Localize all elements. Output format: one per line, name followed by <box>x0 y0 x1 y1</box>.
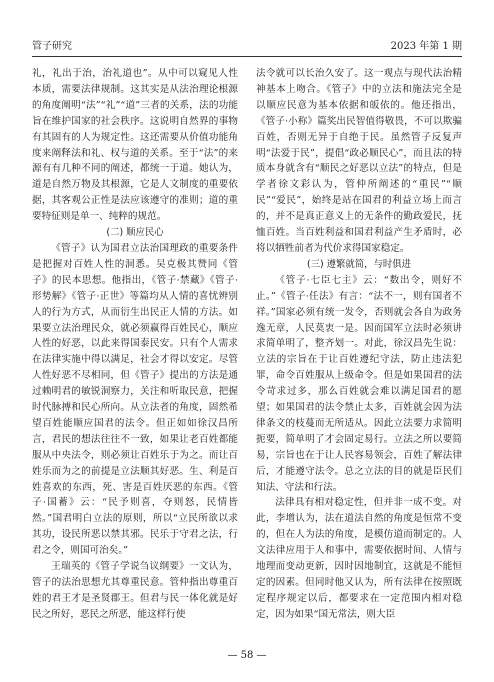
body-paragraph: 法令就可以长治久安了。这一观点与现代法治精神基本上吻合。《管子》中的立法和施法完全是以顺应民意为基本依据和皈依的。他还指出，《管子·小称》篇奖出民智值得敬畏，不可以欺骗百姓，否则无异于自绝于民。虽然管子反复声明“法爱于民”，提倡“政必顺民心”，而且法的特质本身就含有“顺民之好恶以立法”的特点，但是学者徐文彩认为，管仲所阐述的“重民”“顺民”“爱民”，始终是站在国君的利益立场上而言的，并不是真正意义上的无条件的勤政爱民，抚恤百姓。当百姓利益和国君利益产生矛盾时，必将以牺牲前者为代价求得国家稳定。 <box>256 68 462 254</box>
right-column <box>256 66 462 623</box>
body-paragraph: 《管子·七臣七主》云：“数出令，则好不止。”《管子·任法》有言：“法不一，则有国者不祥。”国家必须有统一发令，否则就会各自为政务逸无章，人民莫衷一是。因而国军立法时必须讲求简单明了，整齐划一。对此，徐汉昌先生说：立法的宗旨在于让百姓遵纪守法，防止违法犯罪，命令百姓服从上级命令。但是如果国君的法令苛求过多，那么百姓就会难以满足国君的愿望；如果国君的法令禁止太多，百姓就会因为法律条文的枝蔓而无所适从。因此立法要力求简明扼要，简单明了才会固定易行。立法之所以要简易，宗旨也在于让人民容易领会，百姓了解法律后，才能遵守法令。总之立法的目的就是臣民们知法、守法和行法。 <box>256 274 462 493</box>
journal-title: 管子研究 <box>32 41 72 52</box>
left-column <box>32 66 238 623</box>
body-paragraph: 法律具有相对稳定性，但并非一成不变。对此，李增认为，法在道法自然的角度是恒常不变的，但在人为法的角度，是模仿道而制定的。人文法律应用于人和事中，需要依据时间、人情与地理而变动更新，因时因地制宜，这就是不能恒定的因素。但同时他又认为，所有法律在按照既定程序规定以后，都要求在一定范围内相对稳定，因为如果“国无常法，则大臣 <box>256 497 462 620</box>
page-number: — 58 — <box>227 650 267 661</box>
section-heading: (二) 顺应民心 <box>106 227 164 239</box>
body-paragraph: 礼，礼出于治，治礼道也”。从中可以窥见人性本质，需要法律规制。这其实是从法治理论根源的角度阐明“法”“礼”“道”三者的关系，法的功能旨在维护国家的社会秩序。这说明自然界的事物有其固有的人为规定性。这还需要从价值功能角度来阐释法和礼、权与道的关系。至于“法”的来源有有几种不同的阐述，都统一于道。她认为，道是自然万物及其根源，它是人文制度的重要依据，其客观公正性是法应该遵守的准则；道的重要特征则是单一、纯粹的规范。 <box>32 68 238 223</box>
section-heading: (三) 遵繁就简，与时俱进 <box>306 258 412 270</box>
issue-label: 2023 年第 1 期 <box>390 41 462 52</box>
body-paragraph: 王瑞英的《管子学说刍议纲要》一文认为，管子的法治思想尤其尊重民意。管仲指出尊重百姓的君王才是圣贤郡王。但君与民一体化就是好民之所好，恶民之所恶，能这样行使 <box>32 561 238 620</box>
body-paragraph: 《管子》认为国君立法治国理政的重要条件是把握对百姓人性的洞悉。吴克极其赞同《管子》的民本思想。他指出，《管子·禁藏》《管子·形势解》《管子·正世》等篇均从人情的喜忧辨别人的行为方式，从而衍生出民正人情的方法。如果要立法治理民众，就必须赢得百姓民心，顺应人性的好恶，以此来得国泰民安。只有个人需求在法律实施中得以满足，社会才得以安定。尽管人性好恶不尽相同，但《管子》提出的方法是通过赖明君的敏锐洞察力，关注和听取民意，把握时代脉搏和民心所向。从立法者的角度，固然希望百姓能顺应国君的法令。但正如如徐汉昌所言，君民的想法往往不一致，如果让老百姓都能服从中央法令，则必须让百姓乐于为之。而让百姓乐而为之的前提是立法顺其好恶。生、利是百姓喜欢的东西，死、害是百姓厌恶的东西。《管子·国蓄》云：“民予则喜，夺则怒，民情皆然。”国君明白立法的原则，所以“立民所欲以求其功，设民所恶以禁其邪。民乐于守君之法，行君之令，则国可治矣。” <box>32 242 238 557</box>
running-header <box>32 40 462 57</box>
